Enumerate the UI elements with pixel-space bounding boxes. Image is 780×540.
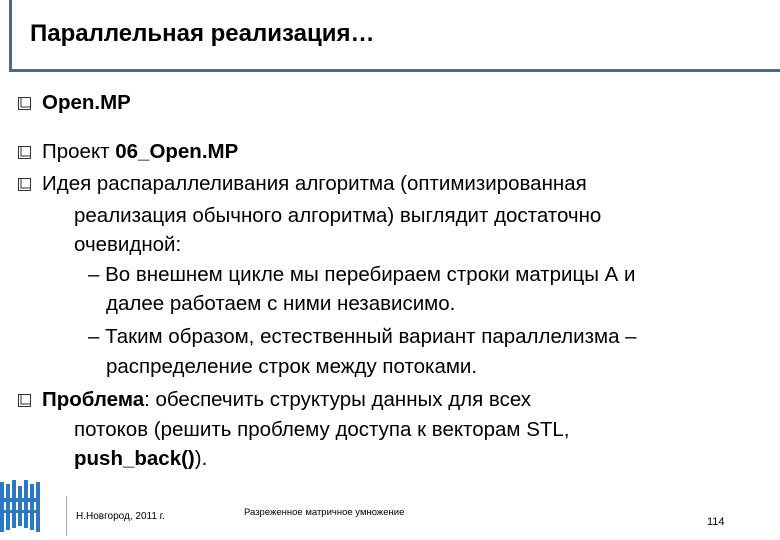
bullet-project-prefix: Проект <box>42 140 116 163</box>
bullet-problem-label: Проблема <box>42 388 145 411</box>
slide-title: Параллельная реализация… <box>30 20 375 47</box>
sub-bullet-outer-loop-line-1: – Во внешнем цикле мы перебираем строки матрицы А и <box>88 263 636 286</box>
page-number: 114 <box>707 516 725 528</box>
footer-topic: Разреженное матричное умножение <box>244 507 405 518</box>
sub-bullet-parallelism-line-2: распределение строк между потоками. <box>106 355 478 378</box>
bullet-problem-line-2: потоков (решить проблему доступа к векторам STL, <box>74 418 570 441</box>
bullet-problem-line-3 <box>74 446 207 472</box>
bullet-project <box>42 139 238 165</box>
sub-bullet-parallelism-line-1: – Таким образом, естественный вариант параллелизма – <box>88 325 637 348</box>
bullet-idea-line-3: очевидной: <box>74 233 182 256</box>
checkbox-bullet-icon <box>18 394 31 407</box>
footer-location-date: Н.Новгород, 2011 г. <box>76 511 165 522</box>
checkbox-bullet-icon <box>18 178 31 191</box>
university-logo-icon <box>0 470 44 534</box>
bullet-problem-text: : обеспечить структуры данных для всех <box>144 388 532 411</box>
bullet-idea-line-2: реализация обычного алгоритма) выглядит достаточно <box>74 204 602 227</box>
bullet-problem-line-1 <box>42 387 531 413</box>
bullet-openmp: Open.MP <box>42 91 131 114</box>
bullet-problem-end: ). <box>194 447 208 470</box>
push-back-code: push_back() <box>74 447 195 470</box>
bullet-project-name: 06_Open.MP <box>115 140 239 163</box>
bullet-idea-line-1: Идея распараллеливания алгоритма (оптимизированная <box>42 172 587 195</box>
footer-divider <box>66 496 67 536</box>
checkbox-bullet-icon <box>18 146 31 159</box>
checkbox-bullet-icon <box>18 97 31 110</box>
sub-bullet-outer-loop-line-2: далее работаем с ними независимо. <box>106 292 456 315</box>
